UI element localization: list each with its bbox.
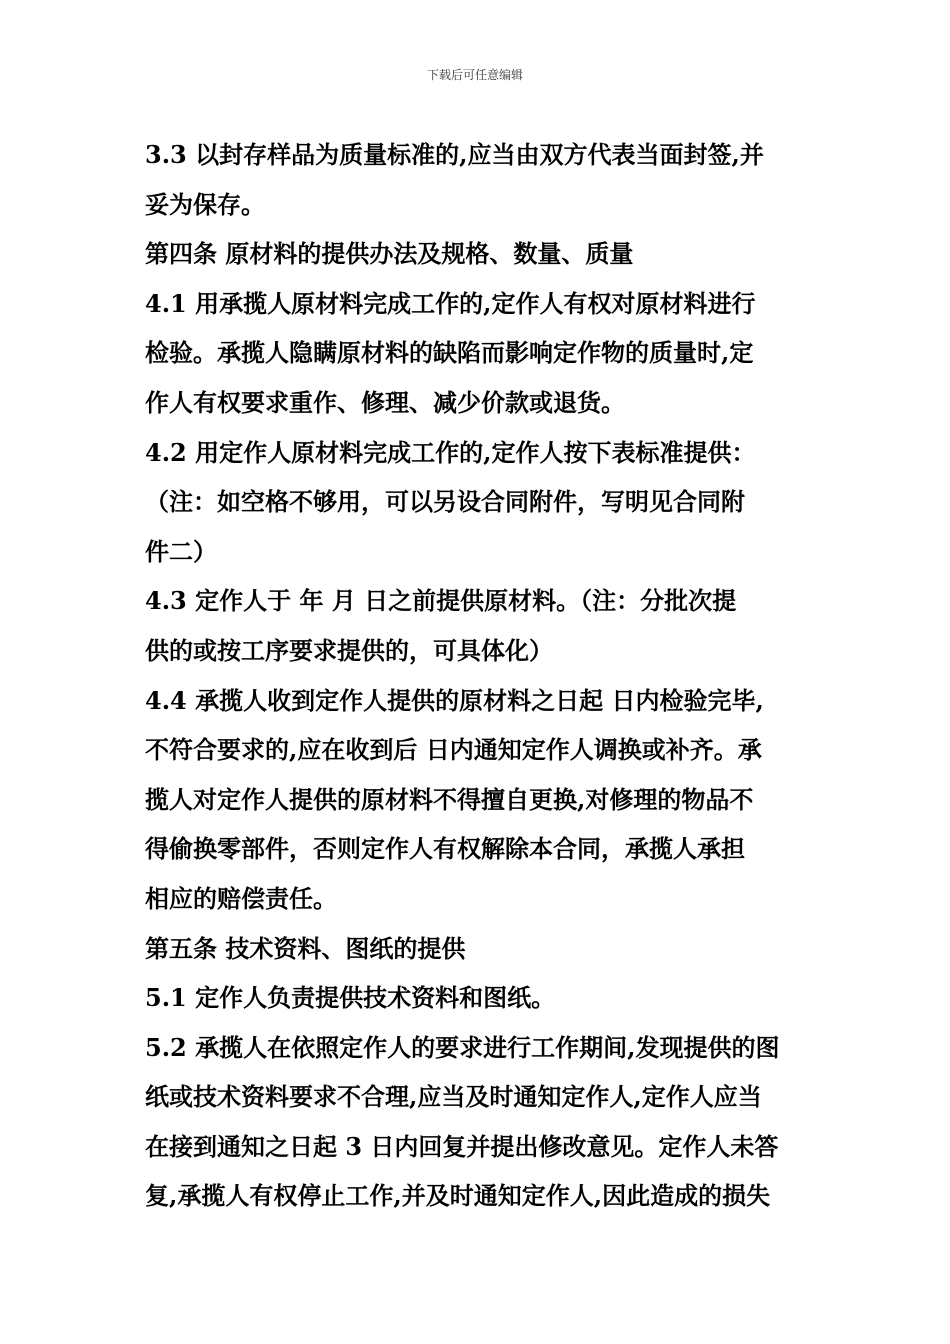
article-heading: 第四条 原材料的提供办法及规格、数量、质量 (145, 239, 634, 269)
text-line: 妥为保存。 (145, 189, 265, 219)
text-line: 复,承揽人有权停止工作,并及时通知定作人,因此造成的损失 (145, 1181, 771, 1211)
text-line: 件二） (145, 536, 217, 566)
text-line: 3.3 以封存样品为质量标准的,应当由双方代表当面封签,并 (145, 140, 764, 169)
text-line: 得偷换零部件，否则定作人有权解除本合同，承揽人承担 (145, 834, 745, 864)
text-line: 4.4 承揽人收到定作人提供的原材料之日起 日内检验完毕, (145, 685, 764, 715)
text-line: 纸或技术资料要求不合理,应当及时通知定作人,定作人应当 (145, 1082, 762, 1112)
text-line: 供的或按工序要求提供的，可具体化） (145, 635, 553, 665)
text-line: 4.3 定作人于 年 月 日之前提供原材料。（注：分批次提 (145, 586, 737, 616)
text-line: 相应的赔偿责任。 (145, 883, 337, 913)
text-line: （注：如空格不够用，可以另设合同附件，写明见合同附 (145, 487, 745, 517)
page-header: 下载后可任意编辑 (426, 68, 523, 82)
article-heading: 第五条 技术资料、图纸的提供 (145, 933, 466, 963)
text-line: 5.2 承揽人在依照定作人的要求进行工作期间,发现提供的图 (145, 1032, 780, 1062)
text-line: 5.1 定作人负责提供技术资料和图纸。 (145, 983, 556, 1013)
text-line: 4.2 用定作人原材料完成工作的,定作人按下表标准提供： (145, 437, 756, 467)
document-body (145, 130, 810, 1221)
text-line: 不符合要求的,应在收到后 日内通知定作人调换或补齐。承 (145, 735, 762, 765)
text-line: 揽人对定作人提供的原材料不得擅自更换,对修理的物品不 (145, 784, 754, 814)
text-line: 作人有权要求重作、修理、减少价款或退货。 (145, 387, 625, 417)
text-line: 检验。承揽人隐瞒原材料的缺陷而影响定作物的质量时,定 (145, 338, 754, 368)
text-line: 4.1 用承揽人原材料完成工作的,定作人有权对原材料进行 (145, 288, 756, 318)
text-line: 在接到通知之日起 3 日内回复并提出修改意见。定作人未答 (145, 1131, 779, 1161)
